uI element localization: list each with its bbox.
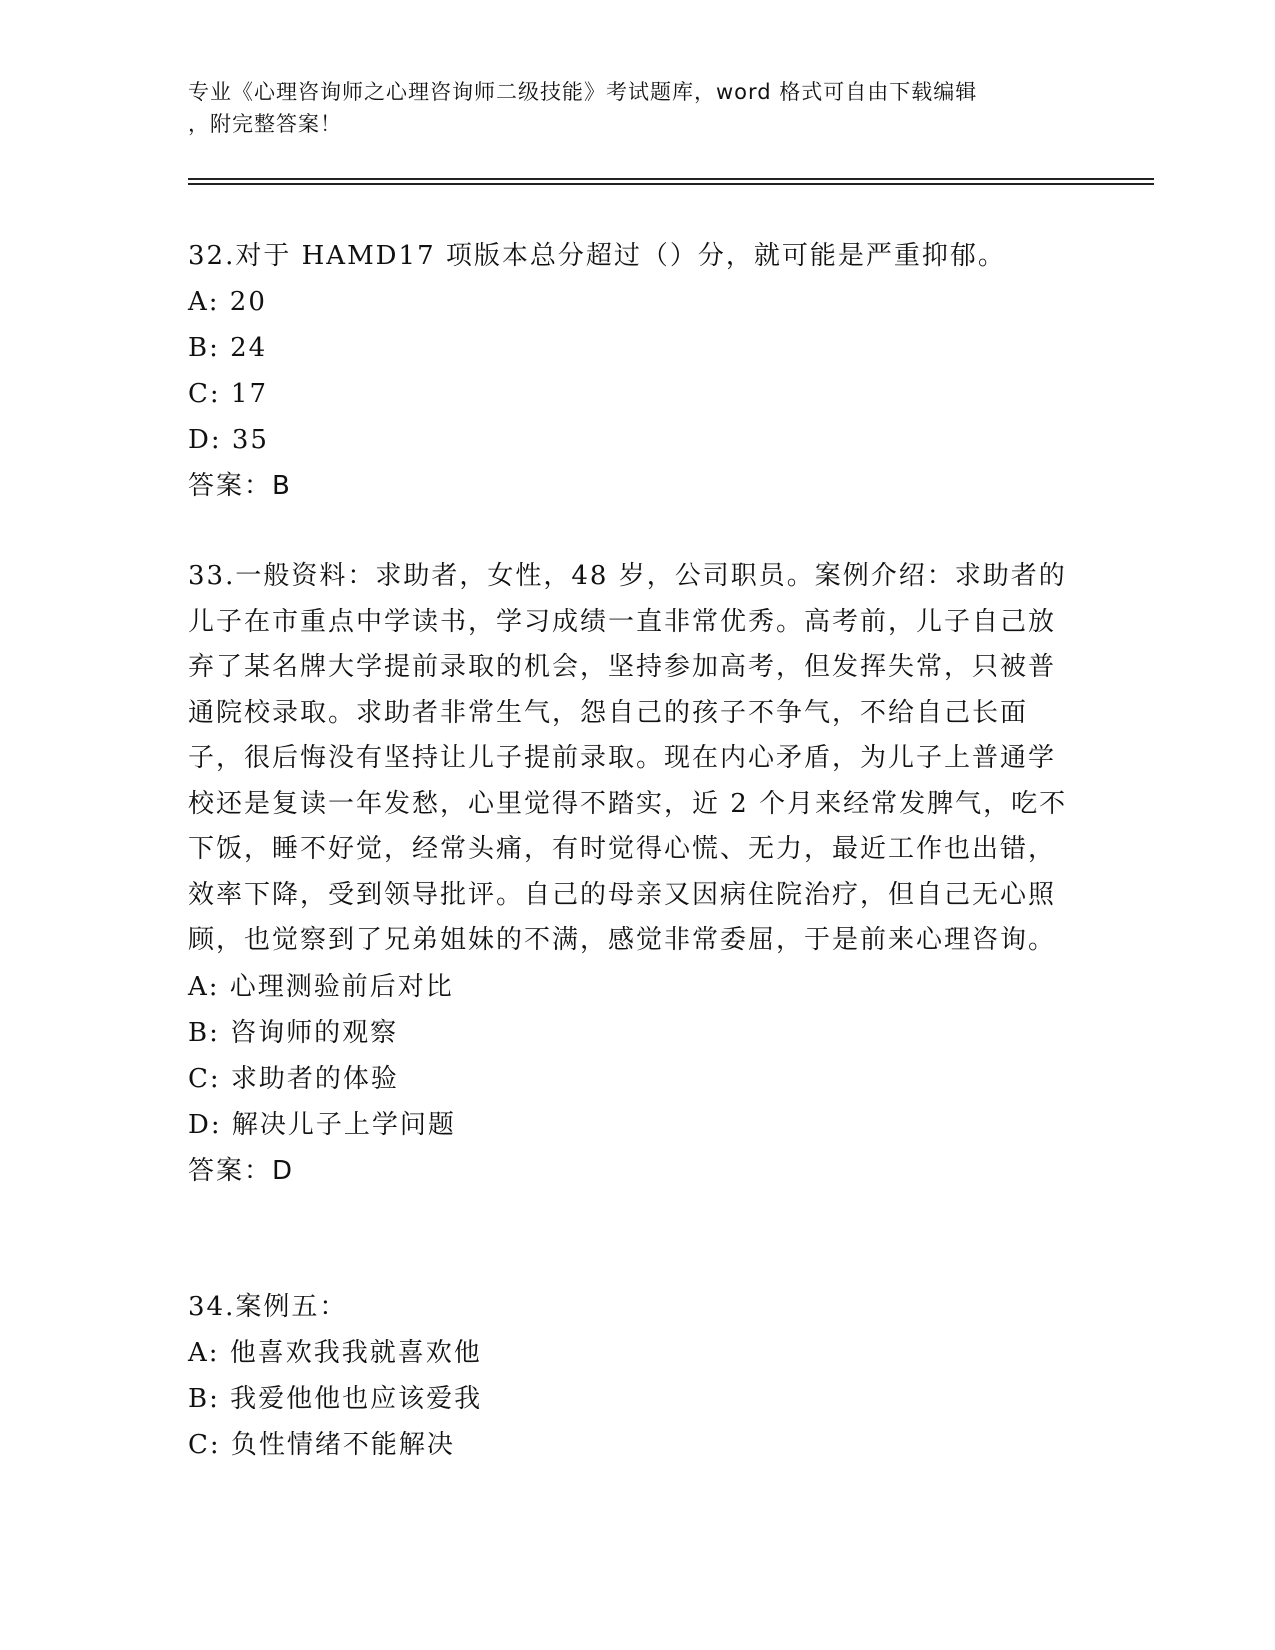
question-34 — [188, 1284, 1078, 1468]
header-divider-top — [188, 178, 1154, 180]
option-c: C: 负性情绪不能解决 — [188, 1430, 455, 1460]
question-32 — [188, 233, 1078, 509]
option-a: A: 他喜欢我我就喜欢他 — [188, 1338, 482, 1368]
option-b: B: 咨询师的观察 — [188, 1017, 399, 1048]
question-stem: 34.案例五： — [188, 1292, 348, 1322]
question-stem: 32.对于 HAMD17 项版本总分超过（）分，就可能是严重抑郁。 — [188, 241, 1006, 271]
answer: 答案：D — [188, 1155, 295, 1186]
option-d: D: 解决儿子上学问题 — [188, 1109, 456, 1140]
question-33 — [188, 554, 1078, 1194]
option-a: A: 心理测验前后对比 — [188, 971, 454, 1002]
header-note-line-2: ，附完整答案！ — [188, 112, 342, 136]
option-b: B: 24 — [188, 333, 268, 363]
option-c: C: 求助者的体验 — [188, 1063, 399, 1094]
option-b: B: 我爱他他也应该爱我 — [188, 1384, 483, 1414]
header-note-line-1: 专业《心理咨询师之心理咨询师二级技能》考试题库，word 格式可自由下载编辑 — [188, 80, 978, 104]
header-note — [188, 76, 1088, 140]
header-divider-bottom — [188, 183, 1154, 185]
answer: 答案：B — [188, 471, 292, 501]
option-a: A: 20 — [188, 287, 267, 317]
option-d: D: 35 — [188, 425, 269, 455]
option-c: C: 17 — [188, 379, 269, 409]
question-stem: 33.一般资料：求助者，女性，48 岁，公司职员。案例介绍：求助者的儿子在市重点中学读书，学习成绩一直非常优秀。高考前，儿子自己放弃了某名牌大学提前录取的机会，坚持参加高考，但发挥失常，只被普通院校录取。求助者非常生气，怨自己的孩子不争气，不给自己长面子，很后悔没有坚持让儿子提前录取。现在内心矛盾，为儿子上普通学校还是复读一年发愁，心里觉得不踏实，近 2 个月来经常发脾气，吃不下饭，睡不好觉，经常头痛，有时觉得心慌、无力，最近工作也出错，效率下降，受到领导批评。自己的母亲又因病住院治疗，但自己无心照顾，也觉察到了兄弟姐妹的不满，感觉非常委屈，于是前来心理咨询。 — [188, 561, 1068, 955]
